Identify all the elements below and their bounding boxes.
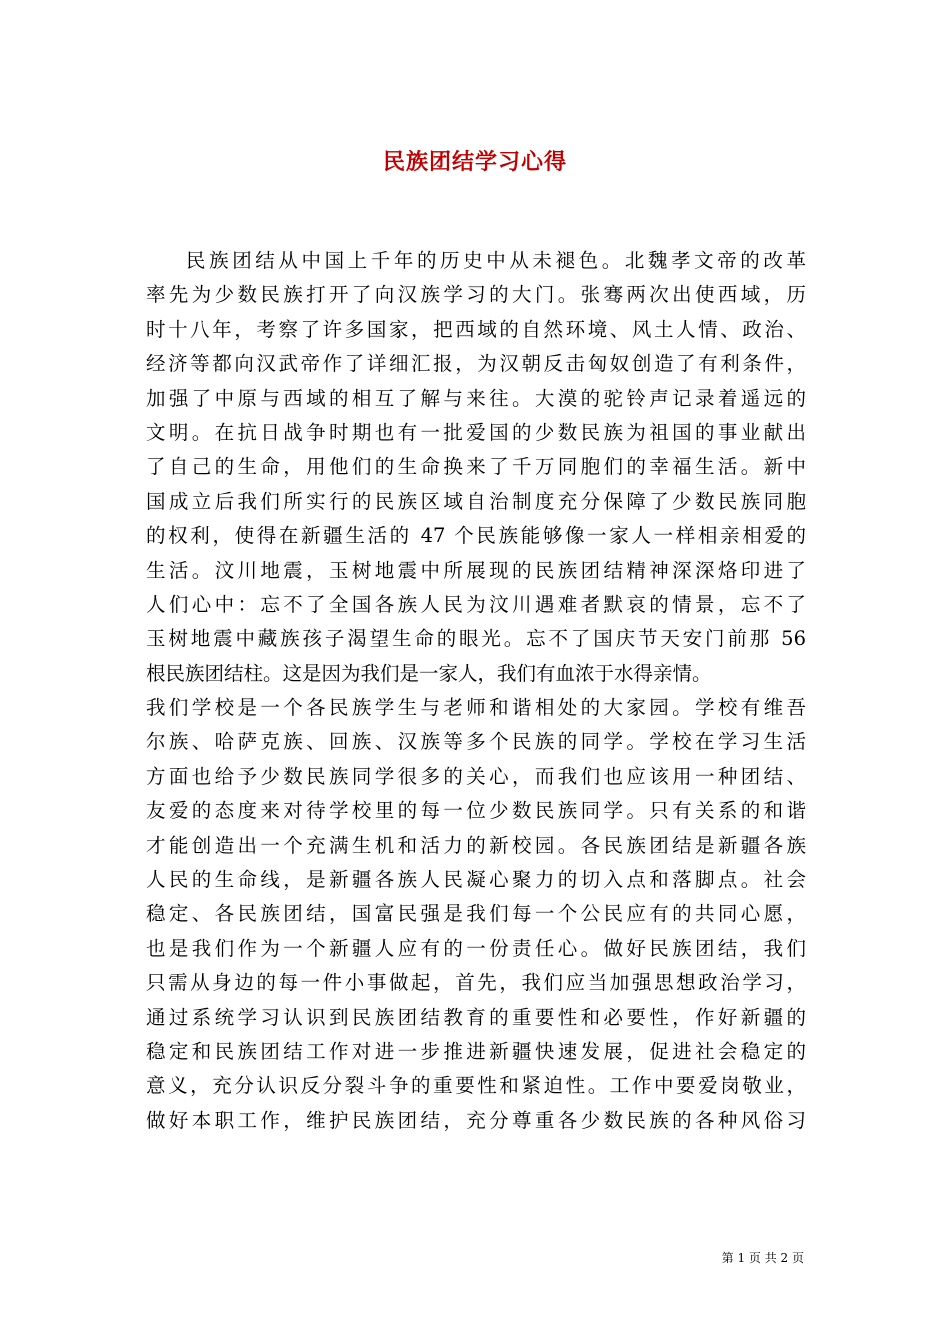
body-line: 人们心中：忘不了全国各族人民为汶川遇难者默哀的情景，忘不了 bbox=[146, 592, 806, 616]
body-line: 人民的生命线，是新疆各族人民凝心聚力的切入点和落脚点。社会 bbox=[146, 868, 806, 892]
document-title: 民族团结学习心得 bbox=[382, 148, 567, 175]
body-line: 民族团结从中国上千年的历史中从未褪色。北魏孝文帝的改革 bbox=[186, 249, 806, 272]
body-line: 友爱的态度来对待学校里的每一位少数民族同学。只有关系的和谐 bbox=[146, 799, 806, 823]
body-line: 根民族团结柱。这是因为我们是一家人，我们有血浓于水得亲情。 bbox=[146, 661, 712, 685]
body-line: 的权利，使得在新疆生活的 47 个民族能够像一家人一样相亲相爱的 bbox=[146, 524, 806, 548]
body-line: 稳定、各民族团结，国富民强是我们每一个公民应有的共同心愿， bbox=[146, 902, 806, 926]
body-line: 我们学校是一个各民族学生与老师和谐相处的大家园。学校有维吾 bbox=[146, 696, 806, 720]
body-line: 经济等都向汉武帝作了详细汇报，为汉朝反击匈奴创造了有利条件， bbox=[146, 352, 806, 376]
body-line: 加强了中原与西域的相互了解与来往。大漠的驼铃声记录着遥远的 bbox=[146, 386, 806, 410]
body-line: 也是我们作为一个新疆人应有的一份责任心。做好民族团结，我们 bbox=[146, 936, 806, 960]
body-line: 通过系统学习认识到民族团结教育的重要性和必要性，作好新疆的 bbox=[146, 1005, 806, 1029]
body-line: 时十八年，考察了许多国家，把西域的自然环境、风土人情、政治、 bbox=[146, 317, 806, 341]
body-line: 生活。汶川地震，玉树地震中所展现的民族团结精神深深烙印进了 bbox=[146, 558, 806, 582]
document-body bbox=[146, 244, 806, 1138]
body-line: 做好本职工作，维护民族团结，充分尊重各少数民族的各种风俗习 bbox=[146, 1108, 806, 1132]
body-line: 率先为少数民族打开了向汉族学习的大门。张骞两次出使西域，历 bbox=[146, 283, 806, 307]
body-line: 国成立后我们所实行的民族区域自治制度充分保障了少数民族同胞 bbox=[146, 489, 806, 513]
body-line: 只需从身边的每一件小事做起，首先，我们应当加强思想政治学习， bbox=[146, 971, 806, 995]
page-number-footer: 第 1 页 共 2 页 bbox=[721, 1251, 804, 1265]
body-line: 稳定和民族团结工作对进一步推进新疆快速发展，促进社会稳定的 bbox=[146, 1039, 806, 1063]
body-line: 玉树地震中藏族孩子渴望生命的眼光。忘不了国庆节天安门前那 56 bbox=[146, 627, 806, 651]
body-line: 文明。在抗日战争时期也有一批爱国的少数民族为祖国的事业献出 bbox=[146, 420, 806, 444]
body-line: 意义，充分认识反分裂斗争的重要性和紧迫性。工作中要爱岗敬业， bbox=[146, 1074, 806, 1098]
body-line: 尔族、哈萨克族、回族、汉族等多个民族的同学。学校在学习生活 bbox=[146, 730, 806, 754]
body-line: 方面也给予少数民族同学很多的关心，而我们也应该用一种团结、 bbox=[146, 764, 806, 788]
body-line: 才能创造出一个充满生机和活力的新校园。各民族团结是新疆各族 bbox=[146, 833, 806, 857]
body-line: 了自己的生命，用他们的生命换来了千万同胞们的幸福生活。新中 bbox=[146, 455, 806, 479]
